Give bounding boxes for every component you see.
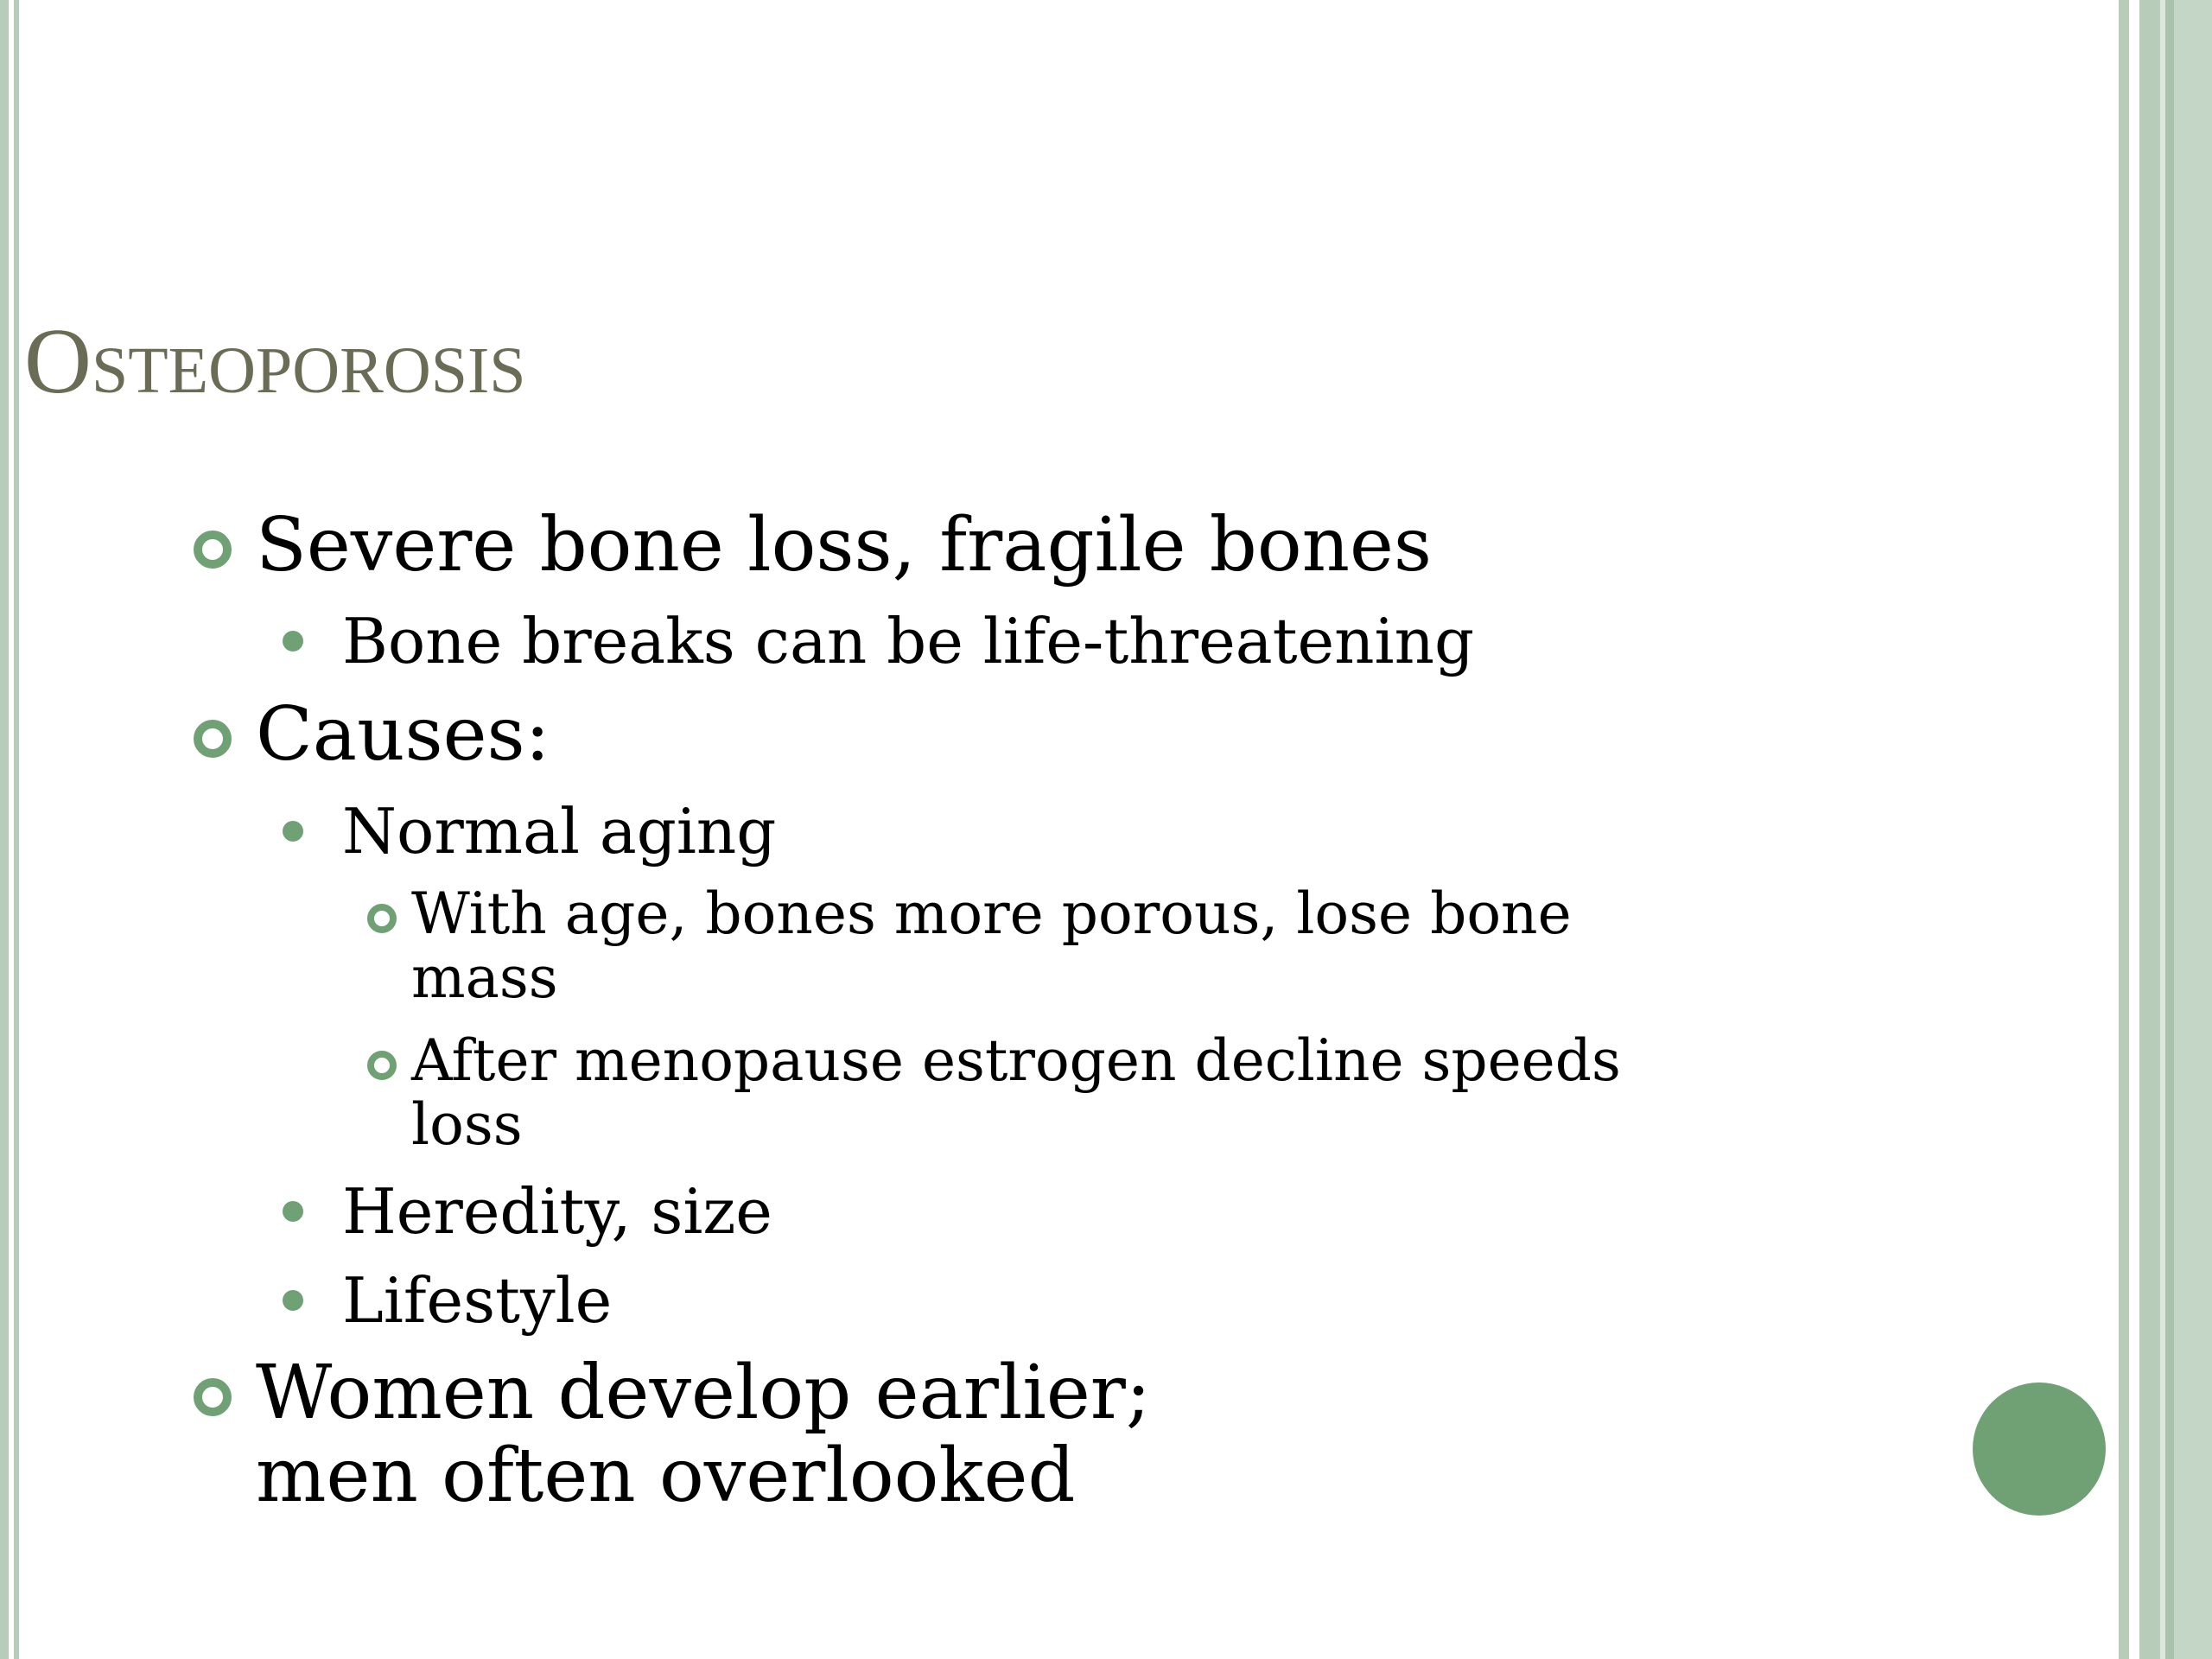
bullet-level-2: Bone breaks can be life-threatening: [342, 605, 1475, 677]
bullet-level-1: Causes:: [256, 691, 550, 778]
slide-title: Osteoporosis: [24, 310, 526, 413]
bullet-level-3-line-1: After menopause estrogen decline speeds: [411, 1027, 1621, 1094]
green-circle-icon: [1973, 1382, 2106, 1516]
left-border-line: [0, 0, 9, 1659]
bullet-level-1: Severe bone loss, fragile bones: [256, 502, 1433, 588]
bullet-level-3-line-1: With age, bones more porous, lose bone: [411, 880, 1572, 947]
bullet-level-3-line-2: mass: [411, 944, 558, 1011]
ring-bullet-icon: [194, 720, 232, 758]
bullet-level-3-line-2: loss: [411, 1091, 523, 1158]
bullet-level-1-line-2: men often overlooked: [256, 1433, 1076, 1519]
right-border-stripe: [2119, 0, 2129, 1659]
bullet-level-2: Normal aging: [342, 795, 777, 868]
right-border-stripe: [2165, 0, 2174, 1659]
dot-bullet-icon: [283, 1201, 303, 1222]
dot-bullet-icon: [283, 821, 303, 842]
small-ring-bullet-icon: [367, 1051, 397, 1080]
right-border-stripe: [2139, 0, 2160, 1659]
bullet-level-2: Heredity, size: [342, 1175, 772, 1248]
right-border-stripe: [2174, 0, 2212, 1659]
ring-bullet-icon: [194, 531, 232, 569]
bullet-level-1-line-1: Women develop earlier;: [256, 1350, 1151, 1436]
bullet-level-2: Lifestyle: [342, 1264, 613, 1337]
dot-bullet-icon: [283, 1290, 303, 1311]
left-border-line-inner: [14, 0, 19, 1659]
dot-bullet-icon: [283, 631, 303, 652]
ring-bullet-icon: [194, 1378, 232, 1416]
small-ring-bullet-icon: [367, 904, 397, 933]
